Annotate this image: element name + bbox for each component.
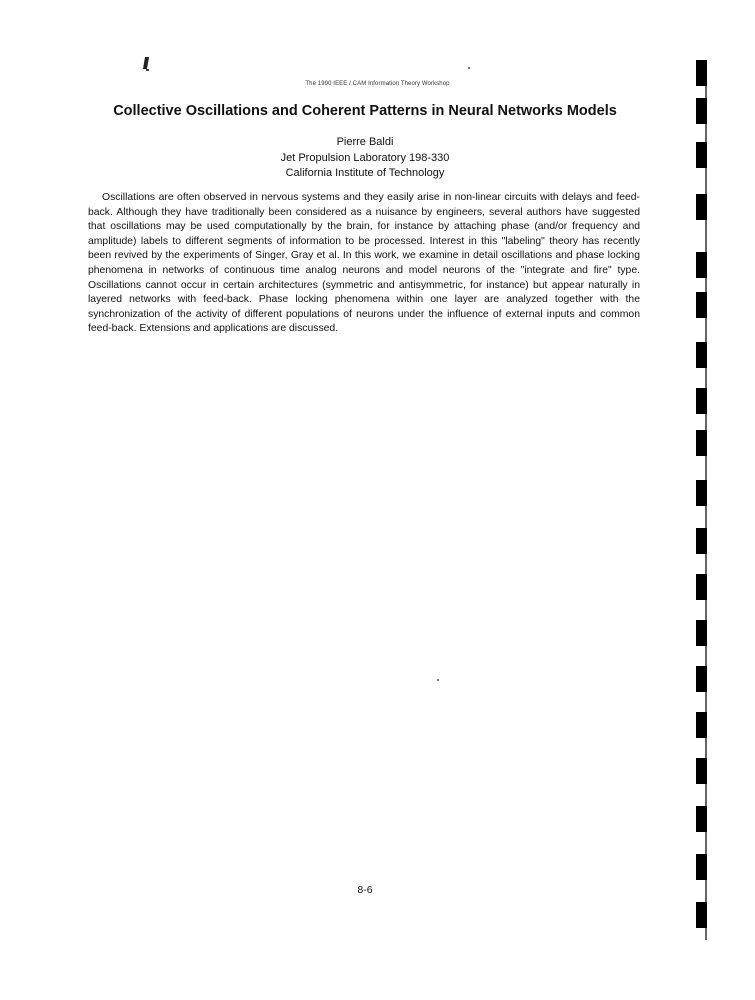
binding-hole bbox=[696, 806, 707, 832]
binding-hole bbox=[696, 480, 707, 506]
page-number: 8-6 bbox=[357, 884, 373, 896]
binding-holes-strip bbox=[694, 60, 710, 940]
binding-hole bbox=[696, 620, 707, 646]
binding-hole bbox=[696, 574, 707, 600]
binding-hole bbox=[696, 854, 707, 880]
binding-hole bbox=[696, 666, 707, 692]
binding-hole bbox=[696, 60, 707, 86]
scan-artifact-speck bbox=[468, 67, 470, 69]
binding-hole bbox=[696, 142, 707, 168]
scan-artifact-mark bbox=[143, 57, 149, 69]
author-block bbox=[0, 135, 730, 182]
scan-artifact-mark bbox=[146, 69, 149, 71]
binding-hole bbox=[696, 252, 707, 278]
author-affiliation: Jet Propulsion Laboratory 198-330 bbox=[280, 151, 450, 164]
binding-hole bbox=[696, 342, 707, 368]
paper-title: Collective Oscillations and Coherent Patterns in Neural Networks Models bbox=[113, 103, 617, 119]
author-name: Pierre Baldi bbox=[336, 136, 394, 148]
binding-hole bbox=[696, 388, 707, 414]
binding-hole bbox=[696, 528, 707, 554]
scan-artifact-speck bbox=[437, 679, 439, 681]
abstract-paragraph: Oscillations are often observed in nervous systems and they easily arise in non-linear circuits with delays and feed-back. Although they have traditionally been considered as a nuisance by engineers, several authors have suggested that oscillations may be used computationally by the brain, for instance by attaching phase (and/or frequency and amplitude) labels to different segments of information to be processed. Interest in this "labeling" theory has recently been revived by the experiments of Singer, Gray et al. In this work, we examine in detail oscillations and phase locking phenomena in networks of continuous time analog neurons and model neurons of the "integrate and fire" type. Oscillations cannot occur in certain architectures (symmetric and antisymmetric, for instance) but appear naturally in layered networks with feed-back. Phase locking phenomena within one layer are analyzed together with the synchronization of the activity of different populations of neurons under the influence of external inputs and common feed-back. Extensions and applications are discussed. bbox=[88, 192, 640, 335]
binding-hole bbox=[696, 758, 707, 784]
binding-hole bbox=[696, 902, 707, 928]
author-affiliation: California Institute of Technology bbox=[285, 167, 445, 179]
binding-hole bbox=[696, 292, 707, 318]
binding-hole bbox=[696, 430, 707, 456]
binding-hole bbox=[696, 712, 707, 738]
workshop-header: The 1990 IEEE / CAM Information Theory Workshop bbox=[305, 81, 450, 87]
binding-hole bbox=[696, 194, 707, 220]
binding-hole bbox=[696, 98, 707, 124]
